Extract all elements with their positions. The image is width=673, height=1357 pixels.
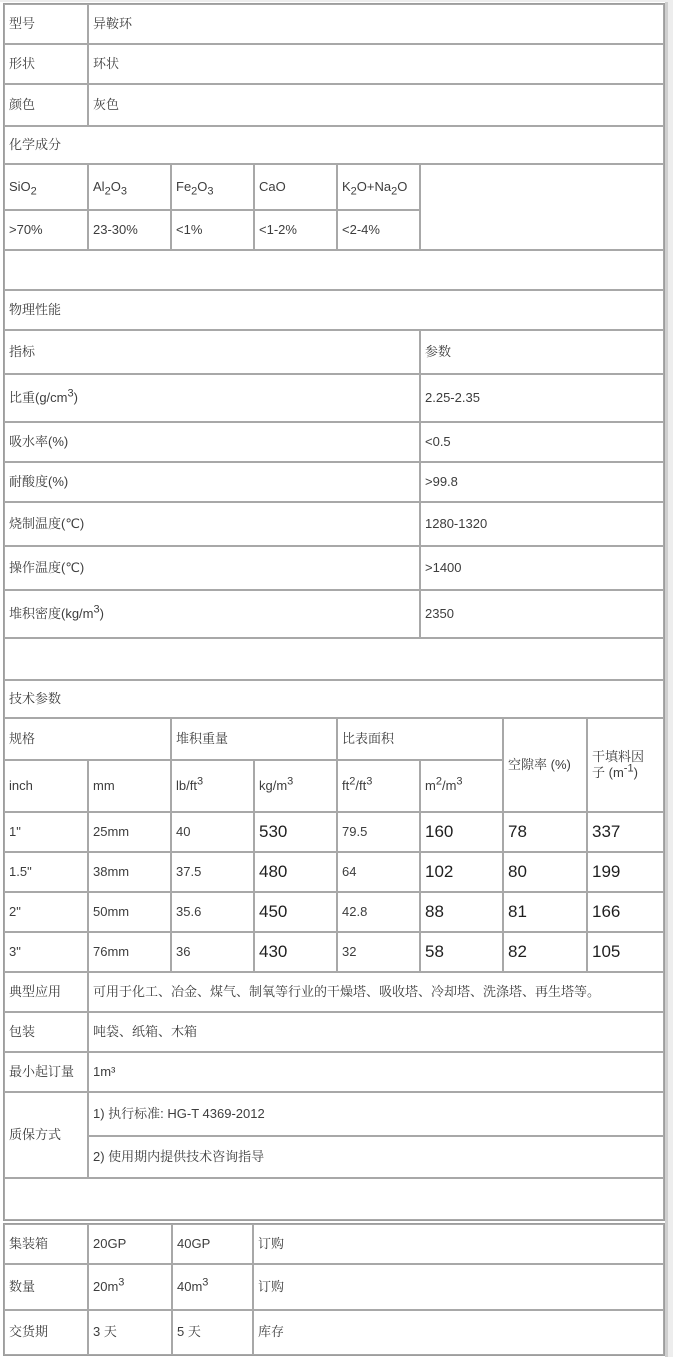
table-cell: 1280-1320: [420, 502, 664, 546]
shipping-info-table: [3, 1223, 665, 1356]
row-physical-header: [4, 330, 664, 374]
row-bulk-density: [4, 590, 664, 638]
table-cell: 形状: [4, 44, 88, 84]
row-tech-header-groups: [4, 718, 664, 760]
table-cell: 25mm: [88, 812, 171, 852]
table-cell: 2.25-2.35: [420, 374, 664, 422]
table-cell: 技术参数: [4, 680, 664, 718]
page-right-margin: [668, 2, 673, 1357]
table-cell: 可用于化工、冶金、煤气、制氧等行业的干燥塔、吸收塔、冷却塔、洗涤塔、再生塔等。: [88, 972, 664, 1012]
table-cell: 530: [254, 812, 337, 852]
table-cell: 比重$(g/cm^3)$: [4, 374, 420, 422]
table-cell: [4, 250, 664, 290]
row-shape: [4, 44, 664, 84]
table-cell: $m^2/m^3$: [420, 760, 503, 812]
row-warranty-1: [4, 1092, 664, 1136]
page-top-edge: [0, 0, 673, 2]
table-cell: 指标: [4, 330, 420, 374]
row-typical-applications: [4, 972, 664, 1012]
table-cell: 160: [420, 812, 503, 852]
table-cell: 灰色: [88, 84, 664, 126]
table-cell: 79.5: [337, 812, 420, 852]
row-water-absorption: [4, 422, 664, 462]
table-cell: <0.5: [420, 422, 664, 462]
table-cell: >70%: [4, 210, 88, 250]
table-cell: 异鞍环: [88, 4, 664, 44]
table-cell: 参数: [420, 330, 664, 374]
table-cell: 80: [503, 852, 587, 892]
table-cell: 烧制温度(℃): [4, 502, 420, 546]
table-cell: 37.5: [171, 852, 254, 892]
table-cell: $40m^3$: [172, 1264, 253, 1310]
table-cell: 化学成分: [4, 126, 664, 164]
row-model: [4, 4, 664, 44]
table-cell: 2": [4, 892, 88, 932]
table-cell: 76mm: [88, 932, 171, 972]
row-operating-temperature: [4, 546, 664, 590]
table-cell: 型号: [4, 4, 88, 44]
table-cell: 环状: [88, 44, 664, 84]
table-cell: 42.8: [337, 892, 420, 932]
table-cell: <2-4%: [337, 210, 420, 250]
table-cell: 物理性能: [4, 290, 664, 330]
section-chemical-composition: [4, 126, 664, 164]
spacer-row: [4, 638, 664, 680]
table-cell: 集装箱: [4, 1224, 88, 1264]
section-physical-properties: [4, 290, 664, 330]
table-cell: 88: [420, 892, 503, 932]
table-cell: 64: [337, 852, 420, 892]
table-cell: 78: [503, 812, 587, 852]
row-size-3inch: [4, 932, 664, 972]
table-cell: <1-2%: [254, 210, 337, 250]
table-cell: 337: [587, 812, 664, 852]
table-cell: $K_2O+Na_2O$: [337, 164, 420, 210]
table-cell: 40GP: [172, 1224, 253, 1264]
table-cell: 交货期: [4, 1310, 88, 1355]
row-delivery-time: [4, 1310, 664, 1355]
table-cell: 数量: [4, 1264, 88, 1310]
product-spec-table: [3, 3, 665, 1221]
spacer-row: [4, 1178, 664, 1220]
table-cell: 1.5": [4, 852, 88, 892]
table-cell: [4, 638, 664, 680]
table-cell: 50mm: [88, 892, 171, 932]
table-cell: 库存: [253, 1310, 664, 1355]
table-cell: 质保方式: [4, 1092, 88, 1178]
table-cell: 订购: [253, 1224, 664, 1264]
table-cell: 订购: [253, 1264, 664, 1310]
table-cell: <1%: [171, 210, 254, 250]
table-cell: 58: [420, 932, 503, 972]
table-cell: 166: [587, 892, 664, 932]
table-cell: 199: [587, 852, 664, 892]
table-cell: 450: [254, 892, 337, 932]
table-cell: $20m^3$: [88, 1264, 172, 1310]
table-cell: CaO: [254, 164, 337, 210]
row-size-1inch: [4, 812, 664, 852]
table-cell: 堆积重量: [171, 718, 337, 760]
table-cell: 430: [254, 932, 337, 972]
row-minimum-order: [4, 1052, 664, 1092]
table-cell: 干填料因 子 $(m^{-1})$: [587, 718, 664, 812]
table-cell: 40: [171, 812, 254, 852]
table-cell: 1m³: [88, 1052, 664, 1092]
table-cell: $lb/ft^3$: [171, 760, 254, 812]
table-cell: $ft^2/ft^3$: [337, 760, 420, 812]
row-container: [4, 1224, 664, 1264]
table-cell: 最小起订量: [4, 1052, 88, 1092]
table-cell: $kg/m^3$: [254, 760, 337, 812]
row-quantity: [4, 1264, 664, 1310]
table-cell: 1) 执行标准: HG-T 4369-2012: [88, 1092, 664, 1136]
table-cell: 吨袋、纸箱、木箱: [88, 1012, 664, 1052]
table-cell: 82: [503, 932, 587, 972]
table-cell: 1": [4, 812, 88, 852]
table-cell: 典型应用: [4, 972, 88, 1012]
table-cell: inch: [4, 760, 88, 812]
row-firing-temperature: [4, 502, 664, 546]
row-packaging: [4, 1012, 664, 1052]
row-chemical-headers: [4, 164, 664, 210]
row-acid-resistance: [4, 462, 664, 502]
table-cell: 102: [420, 852, 503, 892]
section-technical-parameters: [4, 680, 664, 718]
row-size-2inch: [4, 892, 664, 932]
table-cell: 堆积密度$(kg/m^3)$: [4, 590, 420, 638]
table-cell: >99.8: [420, 462, 664, 502]
table-cell: 36: [171, 932, 254, 972]
table-cell: 81: [503, 892, 587, 932]
table-cell: [420, 164, 664, 250]
table-cell: 105: [587, 932, 664, 972]
table-cell: mm: [88, 760, 171, 812]
table-cell: 23-30%: [88, 210, 171, 250]
table-cell: 比表面积: [337, 718, 503, 760]
table-cell: 吸水率(%): [4, 422, 420, 462]
table-cell: 38mm: [88, 852, 171, 892]
table-cell: 2) 使用期内提供技术咨询指导: [88, 1136, 664, 1178]
row-size-1-5inch: [4, 852, 664, 892]
table-cell: 规格: [4, 718, 171, 760]
table-cell: 空隙率 (%): [503, 718, 587, 812]
table-cell: 32: [337, 932, 420, 972]
table-cell: $Al_2O_3$: [88, 164, 171, 210]
spacer-row: [4, 250, 664, 290]
table-cell: 颜色: [4, 84, 88, 126]
table-cell: 3 天: [88, 1310, 172, 1355]
table-cell: 5 天: [172, 1310, 253, 1355]
row-warranty-2: [4, 1136, 664, 1178]
table-cell: 3": [4, 932, 88, 972]
row-color: [4, 84, 664, 126]
table-cell: [4, 1178, 664, 1220]
table-cell: 20GP: [88, 1224, 172, 1264]
row-specific-gravity: [4, 374, 664, 422]
table-cell: 耐酸度(%): [4, 462, 420, 502]
table-cell: 2350: [420, 590, 664, 638]
table-cell: >1400: [420, 546, 664, 590]
table-cell: 操作温度(℃): [4, 546, 420, 590]
table-cell: 35.6: [171, 892, 254, 932]
table-cell: SiO$_2$: [4, 164, 88, 210]
table-cell: 480: [254, 852, 337, 892]
table-cell: 包装: [4, 1012, 88, 1052]
table-cell: $Fe_2O_3$: [171, 164, 254, 210]
